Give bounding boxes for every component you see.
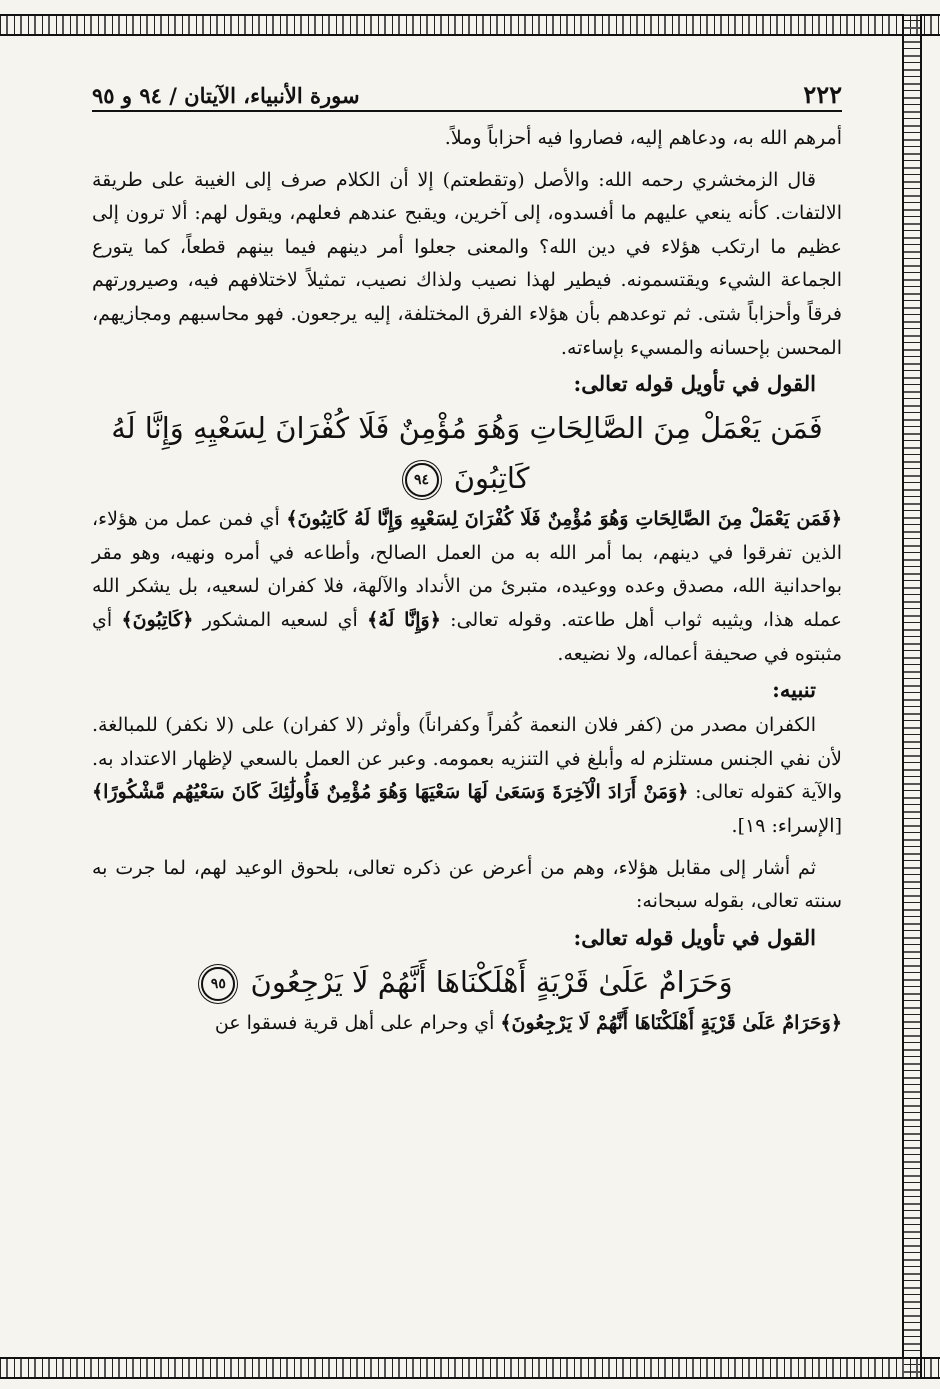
verse-94-line-2-text: كَاتِبُونَ	[453, 461, 530, 496]
verse-94-line-2	[92, 453, 842, 503]
commentary-text: أي لسعيه المشكور	[193, 608, 368, 631]
ayah-number-94-icon: ٩٤	[405, 463, 439, 497]
note-text: الكفران مصدر من (كفر فلان النعمة كُفراً وكفراناً) وأوثر (لا كفران) على (لا نكفر) للمبالغة. لأن نفي الجنس مستلزم له وأبلغ في التنزيه بعمومه. وعبر عن العمل بالسعي لإظهار الاعتداد به. والآية كقوله تعالى:	[92, 714, 842, 804]
paragraph-zamakhshari: قال الزمخشري رحمه الله: والأصل (وتقطعتم) إلا أن الكلام صرف إلى الغيبة على طريقة الالتفات. كأنه ينعي عليهم ما أفسدوه، إلى آخرين، ويقبح عندهم فعلهم، ويقول لهم: ألا ترون إلى عظيم ما ارتكب هؤلاء في دين الله؟ والمعنى جعلوا أمر دينهم فيما بينهم قطعاً، كما يتورع الجماعة الشيء ويقتسمونه. فيطير لهذا نصيب ولذاك نصيب، تمثيلاً لاختلافهم فيه، وصيرورتهم فرقاً وأحزاباً شتى. ثم توعدهم بأن هؤلاء الفرق المختلفة، إليه يرجعون. فهو محاسبهم ومجازيهم، المحسن بإحسانه والمسيء بإساءته.	[92, 168, 842, 359]
commentary-text: أي فمن عمل من هؤلاء، الذين تفرقوا في دينهم، بما أمر الله به من العمل الصالح، وأطاعه في أمره ونهيه، وهو مقر بواحدانية الله، مصدق وعده ووعيده، متبرئ من الأنداد والآلهة، فلا كفران لسعيه، بل يشكر الله عمله هذا، ويثيبه ثواب أهل طاعته. وقوله تعالى:	[92, 508, 842, 631]
section-heading-1: القول في تأويل قوله تعالى:	[573, 371, 816, 397]
quran-reference: [الإسراء: ١٩].	[731, 814, 842, 837]
paragraph-note	[92, 709, 842, 843]
bottom-border-ornament	[0, 1357, 940, 1379]
ayah-number-95-icon: ٩٥	[201, 967, 235, 1001]
verse-95	[92, 957, 842, 1007]
quran-quote: ﴿وَمَنْ أَرَادَ الْآخِرَةَ وَسَعَىٰ لَهَا سَعْيَهَا وَهُوَ مُؤْمِنٌ فَأُولَٰئِكَ كَانَ سَعْيُهُم مَّشْكُورًا﴾	[92, 781, 689, 804]
top-border-ornament	[0, 14, 940, 36]
surah-title: سورة الأنبياء، الآيتان / ٩٤ و ٩٥	[92, 83, 360, 108]
quran-quote: ﴿وَإِنَّا لَهُ﴾	[367, 608, 441, 631]
page-number: ٢٢٢	[803, 80, 842, 109]
section-heading-2: القول في تأويل قوله تعالى:	[573, 924, 816, 950]
commentary-text: أي مثبتوه في صحيفة أعماله، ولا نضيعه.	[92, 608, 842, 665]
right-border-ornament	[902, 14, 922, 1379]
quran-quote: ﴿وَحَرَامٌ عَلَىٰ قَرْيَةٍ أَهْلَكْنَاهَا أَنَّهُمْ لَا يَرْجِعُونَ﴾	[500, 1011, 842, 1034]
page-header	[92, 80, 842, 112]
paragraph-1: أمرهم الله به، ودعاهم إليه، فصاروا فيه أحزاباً وملاً.	[444, 127, 842, 149]
paragraph-tafsir-94	[92, 503, 842, 671]
note-heading: تنبيه:	[772, 677, 816, 703]
paragraph-tafsir-95	[92, 1007, 842, 1041]
quran-quote: ﴿كَاتِبُونَ﴾	[121, 608, 194, 631]
commentary-text: أي وحرام على أهل قرية فسقوا عن	[214, 1011, 501, 1034]
verse-94	[92, 403, 842, 503]
quran-quote: ﴿فَمَن يَعْمَلْ مِنَ الصَّالِحَاتِ وَهُوَ مُؤْمِنٌ فَلَا كُفْرَانَ لِسَعْيِهِ وَإِنَّا لَهُ كَاتِبُونَ﴾	[286, 508, 842, 531]
page-body	[92, 80, 842, 1345]
verse-94-line-1: فَمَن يَعْمَلْ مِنَ الصَّالِحَاتِ وَهُوَ مُؤْمِنٌ فَلَا كُفْرَانَ لِسَعْيِهِ وَإِنَّا لَهُ	[111, 411, 823, 446]
verse-95-text: وَحَرَامٌ عَلَىٰ قَرْيَةٍ أَهْلَكْنَاهَا أَنَّهُمْ لَا يَرْجِعُونَ	[250, 964, 733, 999]
paragraph-transition: ثم أشار إلى مقابل هؤلاء، وهم من أعرض عن ذكره تعالى، بلحوق الوعيد لهم، لما جرت به سنته تعالى، بقوله سبحانه:	[92, 856, 842, 913]
